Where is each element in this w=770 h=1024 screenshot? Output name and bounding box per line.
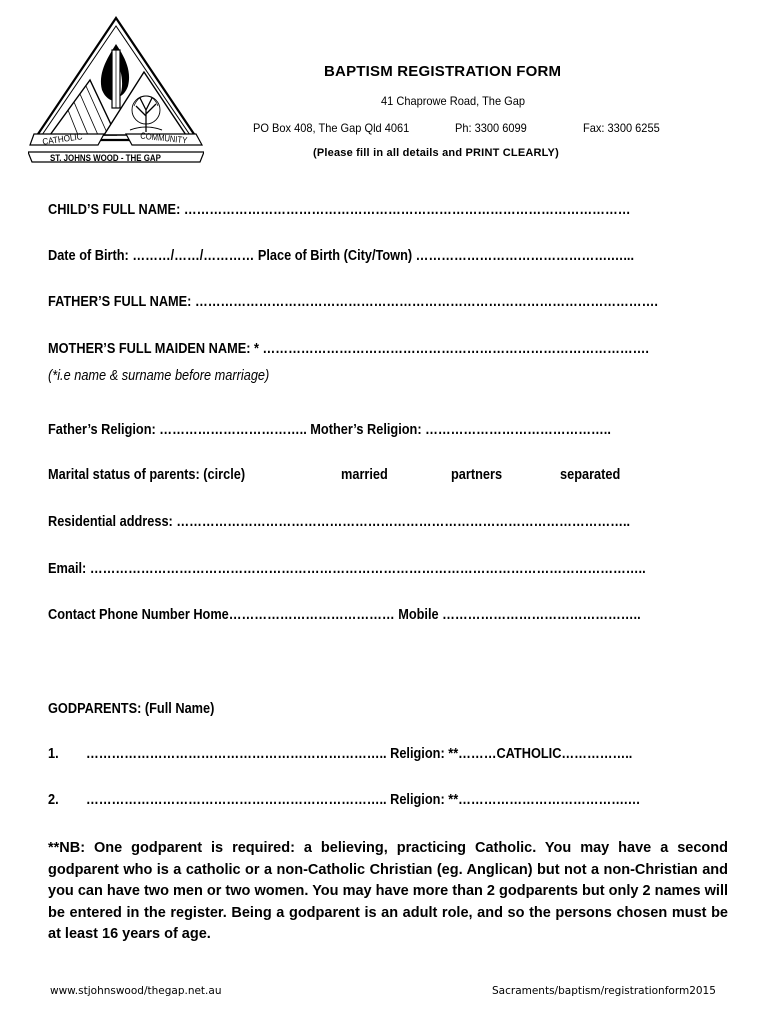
marital-option-separated[interactable]: separated bbox=[560, 467, 621, 483]
logo-catholic-label: CATHOLIC bbox=[41, 131, 84, 147]
date-and-place-of-birth-field[interactable]: Date of Birth: ………/……/………… Place of Birth (City/Town) ……………………………………….…... bbox=[48, 248, 635, 264]
godparent-1-field[interactable]: …………………………………………………………….. Religion: **………CATHOLIC…………….. bbox=[86, 746, 633, 762]
godparent-2-number: 2. bbox=[48, 792, 59, 808]
parish-logo bbox=[28, 14, 204, 166]
po-box: PO Box 408, The Gap Qld 4061 bbox=[253, 121, 410, 135]
footer-document-reference: Sacraments/baptism/registrationform2015 bbox=[492, 985, 716, 997]
footer-website: www.stjohnswood/thegap.net.au bbox=[50, 985, 222, 997]
residential-address-field[interactable]: Residential address: …………………………………………………………………………………………….. bbox=[48, 514, 631, 530]
childs-full-name-field[interactable]: CHILD’S FULL NAME: …………………………………………………………………………………………… bbox=[48, 202, 631, 218]
street-address: 41 Chaprowe Road, The Gap bbox=[381, 94, 526, 108]
godparents-heading: GODPARENTS: (Full Name) bbox=[48, 701, 215, 717]
phone-number: Ph: 3300 6099 bbox=[455, 121, 527, 135]
logo-parish-label: ST. JOHNS WOOD - THE GAP bbox=[50, 153, 161, 163]
godparent-requirements-note: **NB: One godparent is required: a believing, practicing Catholic. You may have a second godparent who is a catholic or a non-Catholic Christian (eg. Anglican) but not a non-Christian and you can have two men or two women. You may have more than 2 godparents but only 2 names will be entered in the register. Being a godparent is an adult role, and so the persons chosen must be at least 16 years of age. bbox=[48, 840, 728, 942]
mothers-maiden-name-field[interactable]: MOTHER’S FULL MAIDEN NAME: * ………………………………………………………………………………. bbox=[48, 341, 649, 357]
godparent-1-number: 1. bbox=[48, 746, 59, 762]
form-title: BAPTISM REGISTRATION FORM bbox=[324, 63, 562, 80]
parents-religion-field[interactable]: Father’s Religion: …………………………….. Mother’s Religion: …………………………………….. bbox=[48, 422, 611, 438]
maiden-name-note: (*i.e name & surname before marriage) bbox=[48, 368, 270, 384]
godparent-2-field[interactable]: …………………………………………………………….. Religion: **………………………………….… bbox=[86, 792, 641, 808]
fathers-full-name-field[interactable]: FATHER’S FULL NAME: ………………………………………………………………………………………………. bbox=[48, 294, 658, 310]
marital-option-partners[interactable]: partners bbox=[451, 467, 503, 483]
marital-status-label: Marital status of parents: (circle) bbox=[48, 467, 246, 483]
fill-instruction: (Please fill in all details and PRINT CLEARLY) bbox=[313, 147, 559, 159]
marital-option-married[interactable]: married bbox=[341, 467, 388, 483]
email-field[interactable]: Email: ………………………………………………………………………………………………………………….. bbox=[48, 561, 646, 577]
contact-phone-field[interactable]: Contact Phone Number Home………………………………… Mobile ……………………………………….. bbox=[48, 607, 641, 623]
logo-community-label: COMMUNITY bbox=[139, 130, 188, 146]
fax-number: Fax: 3300 6255 bbox=[583, 121, 660, 135]
